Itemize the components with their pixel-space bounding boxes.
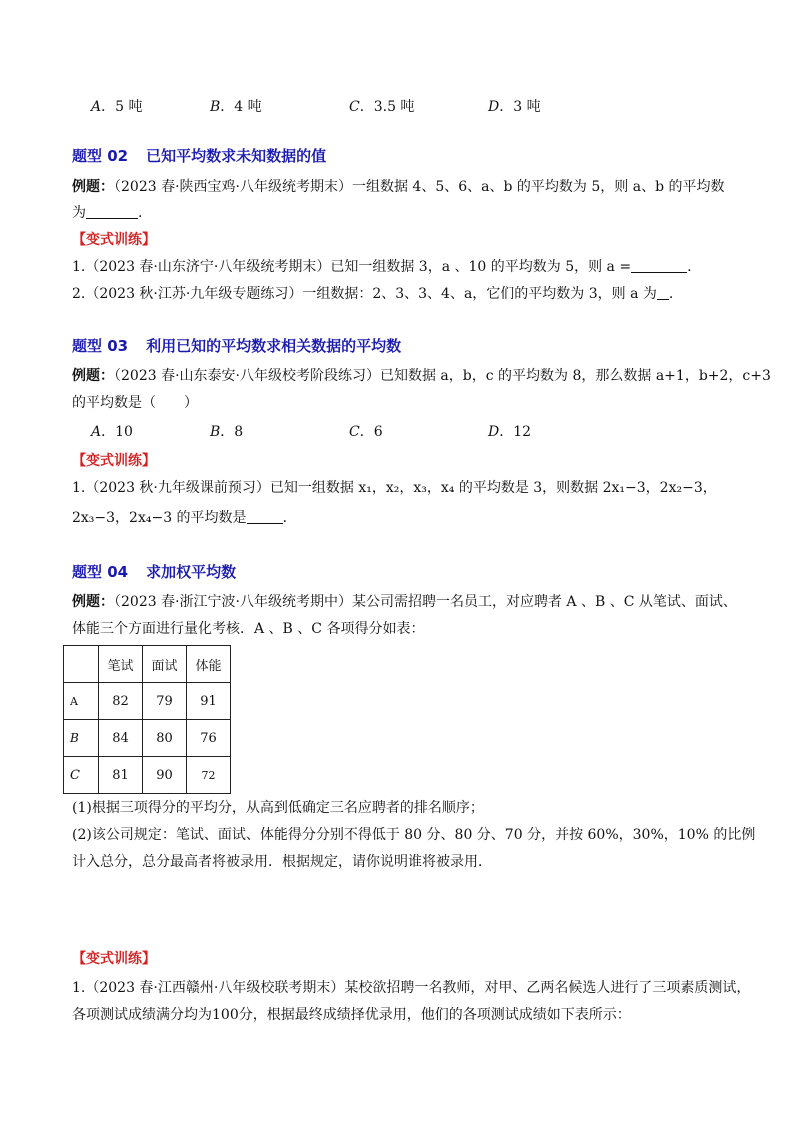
variant-label-02: 【变式训练】: [72, 232, 156, 248]
example-03-line2: 的平均数是（ ）: [72, 395, 198, 411]
option-b: B．8: [210, 424, 244, 440]
answer-blank: [247, 523, 283, 524]
table-row: [64, 757, 231, 794]
option-a: A．10: [91, 424, 133, 440]
exercise-04-1-line1: 1.（2023 春·江西赣州·八年级校联考期末）某校欲招聘一名教师，对甲、乙两名候选人进行了三项素质测试，: [72, 980, 751, 996]
variant-label-03: 【变式训练】: [72, 453, 156, 469]
table-cell: 80: [143, 720, 187, 757]
table-cell: 91: [187, 683, 231, 720]
option-b: B．4 吨: [210, 99, 262, 115]
table-cell: 84: [99, 720, 143, 757]
table-row: [64, 683, 231, 720]
example-04-line1: 例题：（2023 春·浙江宁波·八年级统考期中）某公司需招聘一名员工，对应聘者 A 、B 、C 从笔试、面试、: [72, 594, 737, 610]
table-cell: 90: [143, 757, 187, 794]
example-03-line1: 例题：（2023 春·山东泰安·八年级校考阶段练习）已知数据 a，b，c 的平均数为 8，那么数据 a+1，b+2，c+3: [72, 368, 771, 384]
option-d: D．3 吨: [488, 99, 541, 115]
exercise-03-1-line1: 1.（2023 秋·九年级课前预习）已知一组数据 x₁，x₂，x₃，x₄ 的平均数是 3，则数据 2x₁−3，2x₂−3，: [72, 480, 717, 496]
option-a: A．5 吨: [91, 99, 143, 115]
section-heading-02: 题型 02 已知平均数求未知数据的值: [72, 147, 327, 165]
section-heading-03: 题型 03 利用已知的平均数求相关数据的平均数: [72, 337, 402, 355]
score-table: [63, 645, 231, 794]
options-row-03: [0, 421, 794, 441]
section-heading-04: 题型 04 求加权平均数: [72, 563, 237, 581]
exercise-02-1: 1.（2023 春·山东济宁·八年级统考期末）已知一组数据 3，a 、10 的平均数为 5，则 a = .: [72, 259, 692, 275]
example-02-line1: 例题：（2023 春·陕西宝鸡·八年级统考期末）一组数据 4、5、6、a、b 的平均数为 5，则 a、b 的平均数: [72, 179, 725, 195]
table-cell: [64, 646, 99, 683]
example-02-line2: 为 .: [72, 205, 143, 221]
option-d: D．12: [488, 424, 532, 440]
table-cell: 72: [187, 757, 231, 794]
table-cell: 76: [187, 720, 231, 757]
options-row-top: [0, 96, 794, 116]
exercise-03-1-line2: 2x₃−3，2x₄−3 的平均数是 ．: [72, 510, 297, 526]
table-cell: A: [64, 683, 99, 720]
exercise-04-1-line2: 各项测试成绩满分均为100分，根据最终成绩择优录用，他们的各项测试成绩如下表所示：: [72, 1007, 631, 1023]
answer-blank: [631, 272, 687, 273]
example-04-line2: 体能三个方面进行量化考核．A 、B 、C 各项得分如表：: [72, 621, 425, 637]
variant-label-04: 【变式训练】: [72, 951, 156, 967]
exercise-02-2: 2.（2023 秋·江苏·九年级专题练习）一组数据：2、3、3、4、a，它们的平均数为 3，则 a 为 .: [72, 286, 674, 302]
table-cell: 79: [143, 683, 187, 720]
answer-blank: [657, 299, 669, 300]
question-04-2-line2: 计入总分，总分最高者将被录用．根据规定，请你说明谁将被录用．: [72, 854, 492, 870]
table-row: [64, 720, 231, 757]
table-cell: 81: [99, 757, 143, 794]
table-header-row: [64, 646, 231, 683]
table-cell: C: [64, 757, 99, 794]
table-cell: B: [64, 720, 99, 757]
question-04-1: (1)根据三项得分的平均分，从高到低确定三名应聘者的排名顺序；: [72, 800, 484, 816]
option-c: C．3.5 吨: [349, 99, 415, 115]
answer-blank: [86, 218, 138, 219]
question-04-2-line1: (2)该公司规定：笔试、面试、体能得分分别不得低于 80 分、80 分、70 分，并按 60%，30%，10% 的比例: [72, 827, 756, 843]
table-header-cell: 笔试: [99, 646, 143, 683]
table-cell: 82: [99, 683, 143, 720]
table-header-cell: 体能: [187, 646, 231, 683]
table-header-cell: 面试: [143, 646, 187, 683]
option-c: C．6: [349, 424, 383, 440]
